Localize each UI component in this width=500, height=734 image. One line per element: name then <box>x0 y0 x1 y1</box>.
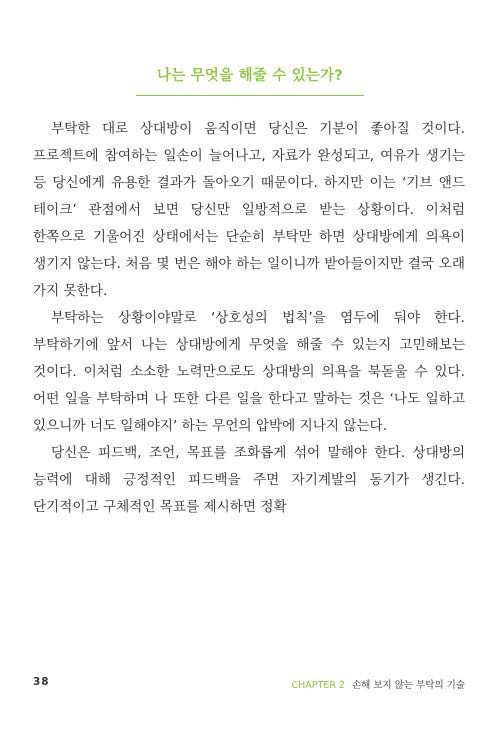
section-title: 나는 무엇을 해줄 수 있는가? <box>136 64 364 96</box>
page-number: 38 <box>33 676 50 688</box>
page-footer <box>33 676 465 692</box>
paragraph: 부탁하는 상황이야말로 ‘상호성의 법칙’을 염두에 둬야 한다. 부탁하기에 앞서 나는 상대방에게 무엇을 해줄 수 있는지 고민해보는 것이다. 이처럼 소소한 노력만으로도 상대방의 의욕을 북돋울 수 있다. 어떤 일을 부탁하며 나 또한 다른 일을 한다고 말하는 것은 ‘나도 일하고 있으니까 너도 일해야지’ 하는 무언의 압박에 지나지 않는다. <box>33 310 465 434</box>
paragraph: 당신은 피드백, 조언, 목표를 조화롭게 섞어 말해야 한다. 상대방의 능력에 대해 긍정적인 피드백을 주면 자기계발의 동기가 생긴다. 단기적이고 구체적인 목표를 제시하면 정확 <box>33 445 465 515</box>
chapter-label: CHAPTER 2 <box>291 680 345 691</box>
paragraph: 부탁한 대로 상대방이 움직이면 당신은 기분이 좋아질 것이다. 프로젝트에 참여하는 일손이 늘어나고, 자료가 완성되고, 여유가 생기는 등 당신에게 유용한 결과가 돌아오기 때문이다. 하지만 이는 ‘기브 앤드 테이크’ 관점에서 보면 당신만 일방적으로 받는 상황이다. 이처럼 한쪽으로 기울어진 상태에서는 단순히 부탁만 하면 상대방에게 의욕이 생기지 않는다. 처음 몇 번은 해야 하는 일이니까 받아들이지만 결국 오래 가지 못한다. <box>33 121 465 299</box>
body-text <box>33 116 465 521</box>
book-title: 손해 보지 않는 부탁의 기술 <box>351 680 465 691</box>
running-head <box>291 677 465 691</box>
